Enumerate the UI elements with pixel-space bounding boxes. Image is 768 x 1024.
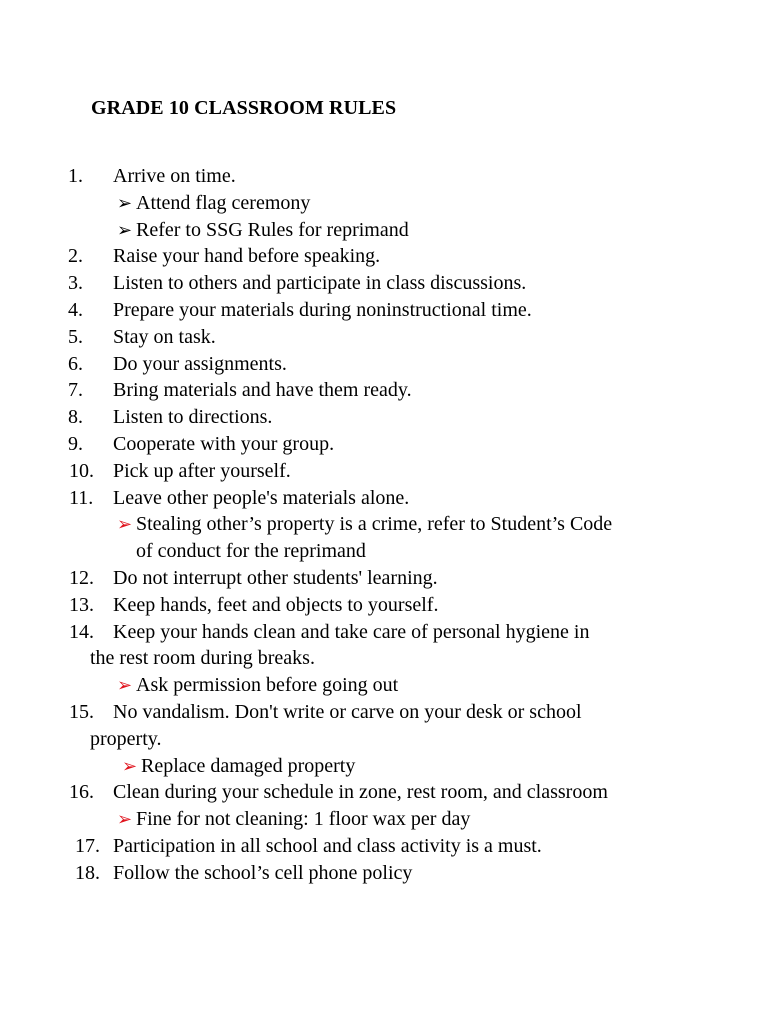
rule-13 xyxy=(0,592,768,619)
rule-number: 7. xyxy=(68,379,83,402)
rule-1-sub-2 xyxy=(0,217,768,244)
rule-number: 16. xyxy=(69,781,94,804)
rule-number: 3. xyxy=(68,272,83,295)
rule-16 xyxy=(0,779,768,806)
rule-11-sub-1-continued xyxy=(0,538,768,565)
rule-number: 4. xyxy=(68,298,83,321)
rule-15-continued xyxy=(0,726,768,753)
page-title: GRADE 10 CLASSROOM RULES xyxy=(91,97,397,119)
rule-text: Pick up after yourself. xyxy=(113,459,291,482)
sub-item-text: Attend flag ceremony xyxy=(136,191,311,214)
rule-text: Stay on task. xyxy=(113,325,216,348)
rule-text: No vandalism. Don't write or carve on your desk or school xyxy=(113,700,582,723)
arrow-bullet-icon: ➢ xyxy=(117,675,133,696)
rule-text: Keep hands, feet and objects to yourself. xyxy=(113,593,439,616)
rule-6 xyxy=(0,351,768,378)
rule-text: Do not interrupt other students' learning. xyxy=(113,566,438,589)
rule-14-continued xyxy=(0,645,768,672)
rule-number: 15. xyxy=(69,700,94,723)
rule-17 xyxy=(0,833,768,860)
sub-item-text: Stealing other’s property is a crime, refer to Student’s Code xyxy=(136,513,613,536)
rule-text: property. xyxy=(90,727,162,750)
rule-text: Clean during your schedule in zone, rest room, and classroom xyxy=(113,781,608,804)
rule-number: 2. xyxy=(68,245,83,268)
rule-text: Leave other people's materials alone. xyxy=(113,486,410,509)
sub-item-text: of conduct for the reprimand xyxy=(136,540,366,563)
rule-4 xyxy=(0,297,768,324)
rule-1 xyxy=(0,163,768,190)
rule-number: 5. xyxy=(68,325,83,348)
rule-number: 18. xyxy=(75,861,100,884)
rule-16-sub-1 xyxy=(0,806,768,833)
rule-text: Participation in all school and class activity is a must. xyxy=(113,834,542,857)
sub-item-text: Replace damaged property xyxy=(141,754,356,777)
rule-text: Arrive on time. xyxy=(113,165,236,187)
rule-text: the rest room during breaks. xyxy=(90,647,315,670)
rule-number: 1. xyxy=(68,165,83,187)
sub-item-text: Refer to SSG Rules for reprimand xyxy=(136,218,409,241)
sub-item-text: Fine for not cleaning: 1 floor wax per day xyxy=(136,808,471,831)
arrow-bullet-icon: ➢ xyxy=(117,219,133,240)
rule-9 xyxy=(0,431,768,458)
rule-15-sub-1 xyxy=(0,753,768,780)
rule-number: 17. xyxy=(75,834,100,857)
rule-14 xyxy=(0,619,768,646)
rule-number: 11. xyxy=(69,486,94,509)
arrow-bullet-icon: ➢ xyxy=(117,809,133,830)
rule-14-sub-1 xyxy=(0,672,768,699)
rule-number: 10. xyxy=(69,459,94,482)
rule-11-sub-1 xyxy=(0,511,768,538)
rule-15 xyxy=(0,699,768,726)
rule-text: Bring materials and have them ready. xyxy=(113,379,412,402)
rule-text: Cooperate with your group. xyxy=(113,432,335,455)
arrow-bullet-icon: ➢ xyxy=(117,514,133,535)
arrow-bullet-icon: ➢ xyxy=(122,755,138,776)
rule-5 xyxy=(0,324,768,351)
rule-number: 8. xyxy=(68,406,83,429)
rule-11 xyxy=(0,485,768,512)
rule-text: Prepare your materials during noninstructional time. xyxy=(113,298,532,321)
rule-12 xyxy=(0,565,768,592)
rule-text: Follow the school’s cell phone policy xyxy=(113,861,413,884)
rule-2 xyxy=(0,243,768,270)
rule-3 xyxy=(0,270,768,297)
rule-number: 12. xyxy=(69,566,94,589)
rule-1-sub-1 xyxy=(0,190,768,217)
rule-text: Listen to others and participate in class discussions. xyxy=(113,272,527,295)
rule-number: 6. xyxy=(68,352,83,375)
rule-7 xyxy=(0,377,768,404)
rule-text: Do your assignments. xyxy=(113,352,287,375)
rule-text: Keep your hands clean and take care of personal hygiene in xyxy=(113,620,590,643)
rule-text: Listen to directions. xyxy=(113,406,273,429)
rule-text: Raise your hand before speaking. xyxy=(113,245,381,268)
rule-number: 9. xyxy=(68,432,83,455)
rule-number: 13. xyxy=(69,593,94,616)
sub-item-text: Ask permission before going out xyxy=(136,674,399,697)
rule-10 xyxy=(0,458,768,485)
rule-8 xyxy=(0,404,768,431)
arrow-bullet-icon: ➢ xyxy=(117,192,133,213)
rule-number: 14. xyxy=(69,620,94,643)
rule-18 xyxy=(0,860,768,887)
rules-list xyxy=(0,163,768,887)
